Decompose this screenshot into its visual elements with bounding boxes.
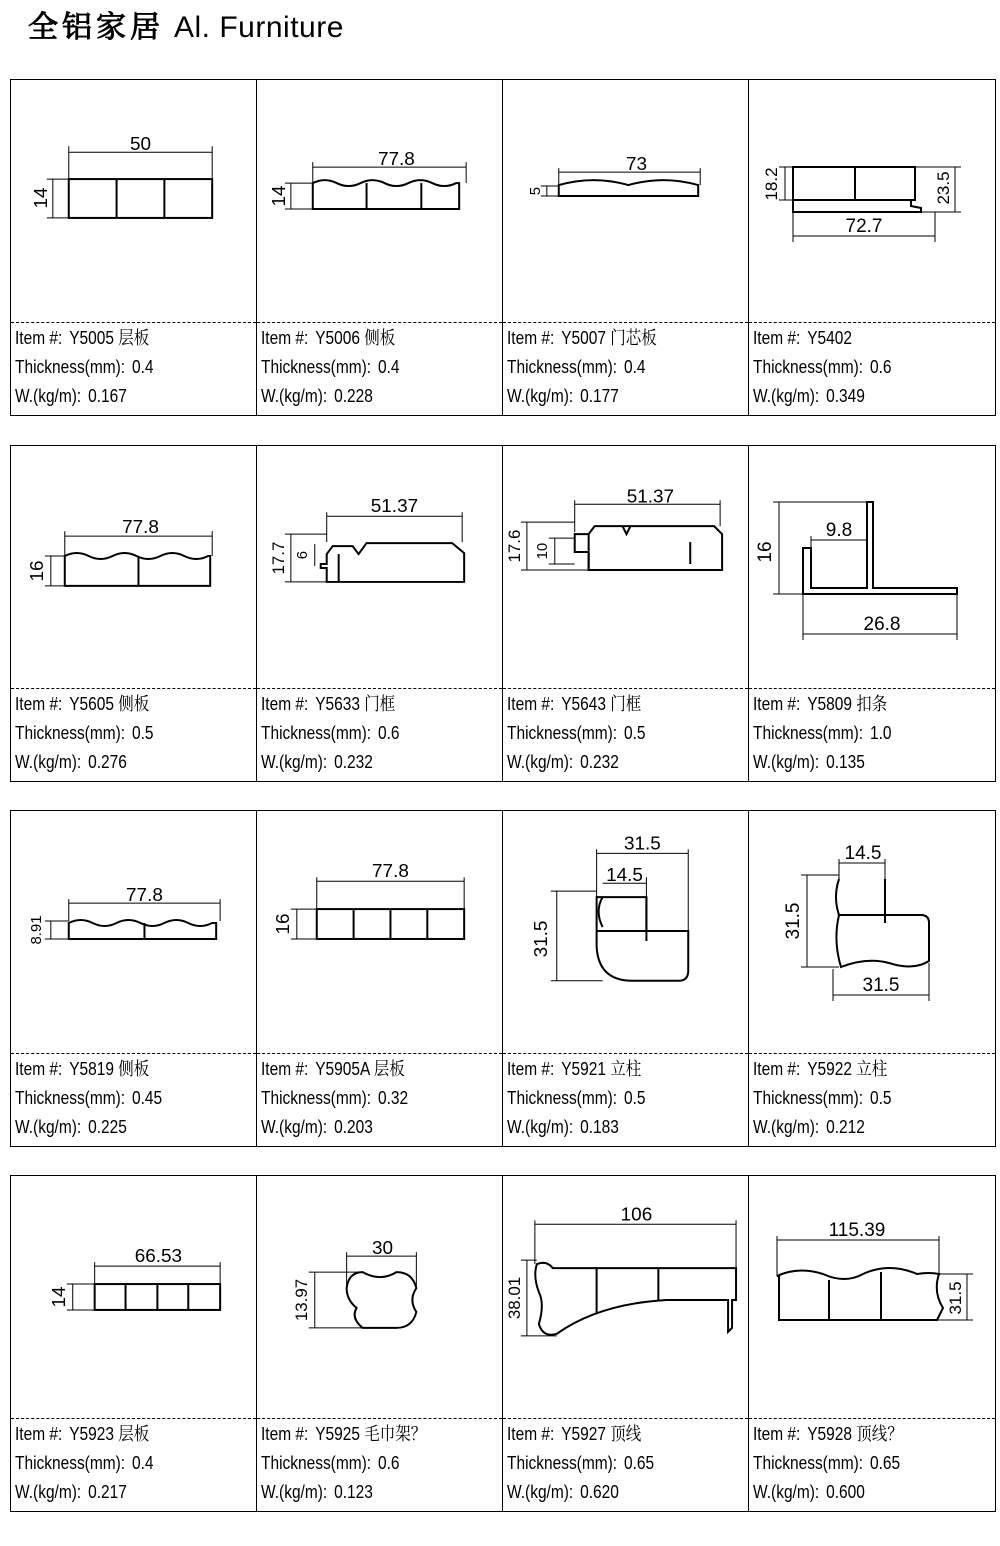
profile-drawing: [749, 811, 995, 1051]
weight-value: 0.135: [826, 752, 865, 772]
thickness-value: 0.5: [623, 723, 646, 743]
item-name: 侧板: [118, 694, 150, 714]
product-info: Item #: Y5921 立柱 Thickness(mm): 0.5 W.(kg/m): 0.183: [507, 1059, 646, 1137]
title-chinese: 全铝家居: [28, 10, 164, 45]
dim-height: 31.5: [783, 902, 804, 940]
divider: [503, 322, 748, 323]
item-name: 门框: [364, 694, 396, 714]
dim-height: 14: [30, 187, 52, 209]
thickness-value: 0.6: [377, 723, 400, 743]
weight-value: 0.225: [88, 1117, 127, 1137]
profile-drawing: [11, 1176, 256, 1416]
thickness-value: 0.4: [131, 1453, 154, 1473]
divider: [257, 688, 502, 689]
product-info: Item #: Y5809 扣条 Thickness(mm): 1.0 W.(kg/m): 0.135: [753, 694, 892, 772]
thickness-value: 0.5: [131, 723, 154, 743]
product-info: Item #: Y5923 层板 Thickness(mm): 0.4 W.(kg/m): 0.217: [15, 1424, 154, 1502]
product-info: Item #: Y5005 层板 Thickness(mm): 0.4 W.(kg/m): 0.167: [15, 328, 154, 406]
thickness-value: 0.4: [131, 357, 154, 377]
thickness-value: 0.5: [869, 1088, 892, 1108]
dim-width: 77.8: [126, 885, 163, 907]
item-number: Y5905A: [315, 1059, 370, 1079]
product-card: [749, 446, 995, 781]
dim-height: 17.6: [504, 529, 524, 563]
divider: [749, 322, 995, 323]
product-info: Item #: Y5402 Thickness(mm): 0.6 W.(kg/m): 0.349: [753, 328, 892, 406]
product-info: Item #: Y5605 侧板 Thickness(mm): 0.5 W.(kg/m): 0.276: [15, 694, 154, 772]
divider: [11, 688, 256, 689]
dim-height: 14: [48, 1286, 70, 1308]
item-number: Y5925: [315, 1424, 360, 1444]
weight-value: 0.203: [334, 1117, 373, 1137]
product-card: [11, 446, 257, 781]
divider: [749, 1053, 995, 1054]
dim-height: 31.5: [946, 1281, 965, 1315]
weight-value: 0.228: [334, 386, 373, 406]
item-number: Y5007: [561, 328, 606, 348]
thickness-value: 0.4: [377, 357, 400, 377]
item-name: 顶线: [610, 1424, 642, 1444]
divider: [749, 688, 995, 689]
divider: [257, 1418, 502, 1419]
product-card: [503, 811, 749, 1146]
product-info: Item #: Y5927 顶线 Thickness(mm): 0.65 W.(kg/m): 0.620: [507, 1424, 655, 1502]
item-name: 侧板: [364, 328, 396, 348]
product-info: Item #: Y5007 门芯板 Thickness(mm): 0.4 W.(kg/m): 0.177: [507, 328, 657, 406]
profile-drawing: [749, 1176, 995, 1416]
weight-value: 0.183: [580, 1117, 619, 1137]
title-english: Al. Furniture: [174, 11, 344, 44]
dim-width-inner: 14.5: [606, 865, 643, 887]
item-number: Y5928: [807, 1424, 852, 1444]
product-info: Item #: Y5819 侧板 Thickness(mm): 0.45 W.(kg/m): 0.225: [15, 1059, 163, 1137]
dim-width: 31.5: [624, 833, 661, 855]
product-card: [11, 811, 257, 1146]
thickness-value: 0.45: [131, 1088, 163, 1108]
dim-width: 51.37: [370, 496, 419, 518]
dim-width: 106: [620, 1204, 653, 1226]
item-name: 层板: [373, 1059, 405, 1079]
item-number: Y5819: [69, 1059, 114, 1079]
dim-height: 38.01: [504, 1276, 524, 1320]
divider: [749, 1418, 995, 1419]
profile-drawing: [11, 446, 256, 686]
product-card: [749, 1176, 995, 1511]
dim-inner: 6: [293, 550, 311, 560]
product-info: Item #: Y5925 毛巾架？ Thickness(mm): 0.6 W.(kg/m): 0.123: [261, 1424, 427, 1502]
item-name: 门框: [610, 694, 642, 714]
catalog-row-3: [10, 810, 996, 1147]
thickness-value: 0.5: [623, 1088, 646, 1108]
item-number: Y5402: [807, 328, 852, 348]
dim-inner: 10: [533, 542, 551, 560]
weight-value: 0.620: [580, 1482, 619, 1502]
product-card: [257, 446, 503, 781]
profile-drawing: [503, 446, 748, 686]
item-number: Y5927: [561, 1424, 606, 1444]
product-card: [503, 1176, 749, 1511]
catalog-row-2: [10, 445, 996, 782]
thickness-value: 0.6: [377, 1453, 400, 1473]
product-info: Item #: Y5905A 层板 Thickness(mm): 0.32 W.(kg/m): 0.203: [261, 1059, 409, 1137]
item-number: Y5633: [315, 694, 360, 714]
dim-height: 8.91: [27, 915, 45, 945]
thickness-value: 0.4: [623, 357, 646, 377]
product-info: Item #: Y5643 门框 Thickness(mm): 0.5 W.(kg/m): 0.232: [507, 694, 646, 772]
divider: [257, 322, 502, 323]
weight-value: 0.212: [826, 1117, 865, 1137]
weight-value: 0.349: [826, 386, 865, 406]
thickness-value: 1.0: [869, 723, 892, 743]
weight-value: 0.276: [88, 752, 127, 772]
thickness-value: 0.65: [869, 1453, 901, 1473]
item-name: 立柱: [610, 1059, 642, 1079]
item-name: 扣条: [856, 694, 888, 714]
product-card: [11, 1176, 257, 1511]
dim-height: 31.5: [530, 920, 552, 958]
dim-width: 77.8: [122, 517, 159, 539]
dim-height: 16: [26, 560, 48, 582]
profile-drawing: [503, 811, 748, 1051]
item-number: Y5006: [315, 328, 360, 348]
item-name: 侧板: [118, 1059, 150, 1079]
dim-width: 30: [371, 1238, 394, 1260]
thickness-value: 0.32: [377, 1088, 409, 1108]
thickness-value: 0.6: [869, 357, 892, 377]
profile-drawing: [257, 80, 502, 320]
profile-drawing: [11, 811, 256, 1051]
weight-value: 0.600: [826, 1482, 865, 1502]
divider: [11, 1053, 256, 1054]
dim-width: 115.39: [828, 1220, 886, 1241]
dim-width: 77.8: [372, 861, 409, 883]
profile-drawing: [257, 446, 502, 686]
product-info: Item #: Y5928 顶线？ Thickness(mm): 0.65 W.(kg/m): 0.600: [753, 1424, 903, 1502]
dim-height: 17.7: [268, 541, 288, 575]
product-card: [257, 811, 503, 1146]
dim-width: 77.8: [378, 149, 415, 171]
item-number: Y5643: [561, 694, 606, 714]
item-number: Y5923: [69, 1424, 114, 1444]
divider: [11, 1418, 256, 1419]
product-card: [503, 446, 749, 781]
weight-value: 0.232: [334, 752, 373, 772]
dim-height: 16: [272, 913, 294, 935]
dim-width: 72.7: [845, 216, 883, 237]
item-number: Y5921: [561, 1059, 606, 1079]
profile-drawing: [749, 80, 995, 320]
item-name: 层板: [118, 1424, 150, 1444]
profile-drawing: [257, 1176, 502, 1416]
product-info: Item #: Y5006 侧板 Thickness(mm): 0.4 W.(kg/m): 0.228: [261, 328, 400, 406]
thickness-value: 0.65: [623, 1453, 655, 1473]
dim-height: 16: [755, 541, 776, 563]
item-number: Y5605: [69, 694, 114, 714]
dim-height-right: 23.5: [934, 171, 953, 205]
product-card: [257, 1176, 503, 1511]
item-number: Y5922: [807, 1059, 852, 1079]
item-name: 门芯板: [610, 328, 657, 348]
catalog-row-4: [10, 1175, 996, 1512]
dim-height: 13.97: [291, 1278, 311, 1322]
profile-drawing: [503, 1176, 748, 1416]
divider: [11, 322, 256, 323]
dim-width: 31.5: [862, 975, 900, 996]
item-name: 立柱: [856, 1059, 888, 1079]
divider: [503, 1418, 748, 1419]
profile-drawing: [257, 811, 502, 1051]
weight-value: 0.217: [88, 1482, 127, 1502]
weight-value: 0.167: [88, 386, 127, 406]
page-title: [28, 8, 344, 48]
product-info: Item #: Y5922 立柱 Thickness(mm): 0.5 W.(kg/m): 0.212: [753, 1059, 892, 1137]
item-name: 层板: [118, 328, 150, 348]
product-card: [503, 80, 749, 415]
profile-drawing: [503, 80, 748, 320]
dim-width-inner: 9.8: [825, 520, 853, 541]
weight-value: 0.232: [580, 752, 619, 772]
divider: [257, 1053, 502, 1054]
weight-value: 0.123: [334, 1482, 373, 1502]
item-name: 顶线？: [856, 1424, 903, 1444]
item-number: Y5809: [807, 694, 852, 714]
profile-drawing: [11, 80, 256, 320]
item-name: 毛巾架？: [364, 1424, 427, 1444]
item-number: Y5005: [69, 328, 114, 348]
product-card: [749, 80, 995, 415]
dim-height-left: 18.2: [762, 167, 781, 201]
product-card: [749, 811, 995, 1146]
profile-drawing: [749, 446, 995, 686]
product-card: [257, 80, 503, 415]
dim-width: 26.8: [863, 614, 901, 635]
dim-height: 14: [268, 185, 290, 207]
dim-width: 51.37: [626, 486, 675, 508]
weight-value: 0.177: [580, 386, 619, 406]
product-info: Item #: Y5633 门框 Thickness(mm): 0.6 W.(kg/m): 0.232: [261, 694, 400, 772]
dim-width: 66.53: [134, 1246, 183, 1268]
dim-width: 50: [129, 134, 151, 156]
catalog-row-1: [10, 79, 996, 416]
product-card: [11, 80, 257, 415]
dim-width: 73: [625, 154, 647, 176]
divider: [503, 688, 748, 689]
dim-height: 5: [526, 186, 544, 196]
divider: [503, 1053, 748, 1054]
dim-width-inner: 14.5: [844, 843, 882, 864]
